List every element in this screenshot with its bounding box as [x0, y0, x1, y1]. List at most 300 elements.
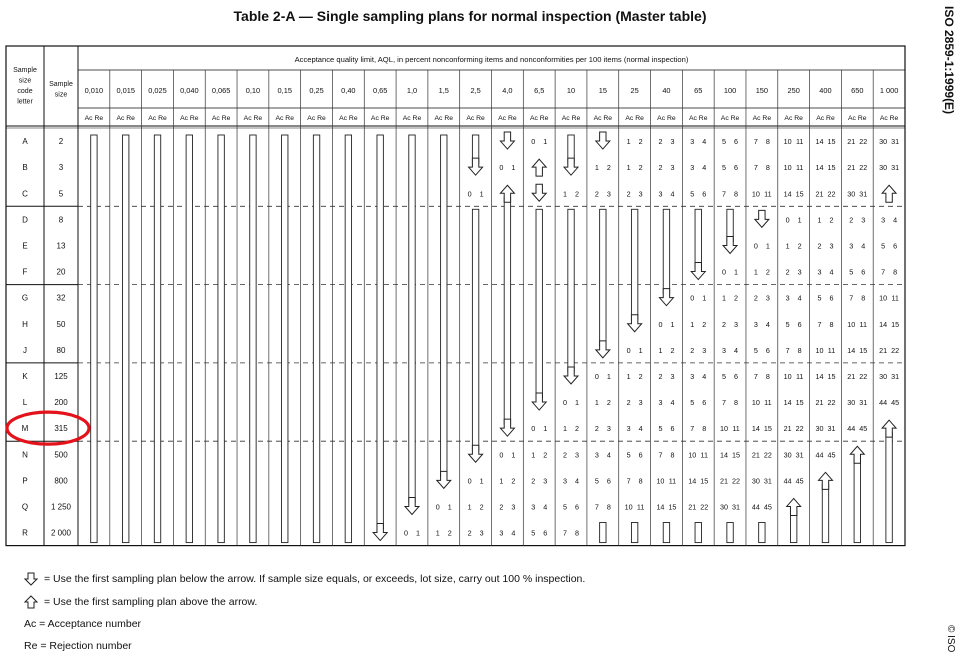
re-value: 1: [447, 502, 452, 512]
ac-value: 1: [563, 189, 568, 199]
arrow-shaft: [504, 197, 510, 424]
re-value: 6: [702, 398, 707, 408]
ac-value: 5: [690, 189, 695, 199]
arrow-up-icon: [818, 472, 832, 489]
arrow-down-icon: [500, 132, 514, 149]
re-value: 45: [827, 450, 836, 460]
ac-value: 7: [563, 528, 568, 538]
re-value: 11: [795, 371, 804, 381]
arrow-down-icon: [373, 524, 387, 541]
re-value: 6: [734, 371, 739, 381]
head-code-letter: code: [17, 88, 33, 95]
ac-value: 0: [722, 267, 727, 277]
re-value: 4: [893, 215, 898, 225]
ac-value: 2: [658, 137, 663, 147]
ac-value: 44: [879, 398, 888, 408]
ac-value: 3: [690, 137, 695, 147]
re-value: 4: [670, 398, 675, 408]
ac-value: 0: [626, 345, 631, 355]
re-value: 2: [829, 215, 834, 225]
ac-value: 7: [849, 293, 854, 303]
sample-size: 2: [58, 137, 64, 147]
sample-size: 200: [54, 398, 68, 408]
aql-value: 1,0: [406, 86, 418, 95]
sample-size: 2 000: [50, 528, 72, 538]
re-value: 22: [732, 476, 741, 486]
sample-size: 3: [58, 163, 64, 173]
code-letter: F: [22, 267, 28, 277]
arrow-shaft: [727, 523, 733, 543]
re-value: 1: [479, 189, 484, 199]
re-value: 1: [479, 476, 484, 486]
re-value: 22: [763, 450, 772, 460]
re-value: 3: [670, 163, 675, 173]
re-value: 6: [797, 319, 802, 329]
ac-re-label: Ac Re: [148, 115, 167, 122]
ac-value: 3: [690, 163, 695, 173]
ac-re-label: Ac Re: [625, 115, 644, 122]
aql-value: 100: [723, 86, 737, 95]
ac-value: 7: [594, 502, 599, 512]
ac-value: 5: [722, 163, 727, 173]
ac-value: 5: [594, 476, 599, 486]
arrow-shaft: [663, 209, 669, 293]
ac-re-label: Ac Re: [180, 115, 199, 122]
re-value: 3: [543, 476, 548, 486]
re-value: 22: [795, 424, 804, 434]
re-value: 2: [447, 528, 452, 538]
arrow-shaft: [822, 484, 828, 542]
arrow-shaft: [663, 523, 669, 543]
re-value: 22: [859, 371, 868, 381]
arrow-down-icon: [437, 471, 451, 488]
arrow-shaft: [759, 523, 765, 543]
ac-re-label: Ac Re: [466, 115, 485, 122]
ac-value: 1: [626, 163, 631, 173]
ac-value: 0: [467, 476, 472, 486]
ac-re-label: Ac Re: [339, 115, 358, 122]
re-value: 2: [638, 137, 643, 147]
ac-value: 10: [815, 345, 824, 355]
arrow-shaft: [600, 209, 606, 346]
ac-value: 14: [656, 502, 665, 512]
ac-value: 14: [879, 319, 888, 329]
aql-value: 4,0: [502, 86, 513, 95]
ac-value: 21: [688, 502, 697, 512]
re-value: 1: [638, 345, 643, 355]
ac-value: 14: [847, 345, 856, 355]
ac-value: 14: [720, 450, 729, 460]
ac-value: 10: [751, 189, 760, 199]
head-code-letter: Sample: [13, 67, 37, 74]
re-value: 8: [702, 424, 707, 434]
ac-value: 2: [626, 398, 631, 408]
ac-value: 2: [626, 189, 631, 199]
ac-value: 2: [817, 241, 822, 251]
aql-value: 15: [598, 86, 607, 95]
head-code-letter: letter: [17, 98, 33, 106]
arrow-shaft: [313, 135, 319, 543]
ac-value: 30: [720, 502, 729, 512]
ac-value: 5: [817, 293, 822, 303]
aql-value: 650: [851, 86, 864, 95]
re-value: 3: [638, 398, 643, 408]
ac-re-label: Ac Re: [879, 115, 899, 122]
ac-value: 1: [817, 215, 822, 225]
ac-value: 1: [626, 137, 631, 147]
ac-value: 3: [563, 476, 568, 486]
ac-value: 10: [624, 502, 633, 512]
re-value: 11: [668, 476, 677, 486]
re-value: 31: [891, 371, 900, 381]
re-value: 11: [827, 345, 836, 355]
ac-value: 30: [815, 424, 824, 434]
ac-re-label: Ac Re: [657, 115, 676, 122]
ac-value: 3: [881, 215, 886, 225]
ac-value: 3: [690, 371, 695, 381]
arrow-up-icon: [24, 595, 38, 609]
arrow-shaft: [282, 135, 288, 543]
code-letter: B: [22, 163, 28, 173]
re-value: 4: [702, 371, 707, 381]
sample-size: 1 250: [50, 502, 72, 512]
ac-value: 7: [690, 424, 695, 434]
ac-value: 7: [753, 371, 758, 381]
sample-size: 20: [56, 267, 66, 277]
ac-value: 0: [531, 424, 536, 434]
re-value: 6: [861, 267, 866, 277]
legend-up-arrow: = Use the first sampling plan above the arrow.: [44, 596, 258, 608]
re-value: 1: [511, 163, 516, 173]
sample-size: 13: [56, 241, 66, 251]
table-title: Table 2-A — Single sampling plans for normal inspection (Master table): [233, 8, 707, 24]
re-value: 8: [765, 163, 770, 173]
re-value: 3: [765, 293, 770, 303]
ac-value: 2: [849, 215, 854, 225]
arrow-down-icon: [405, 497, 419, 514]
aql-value: 1 000: [879, 86, 899, 95]
ac-value: 30: [879, 163, 888, 173]
aql-value: 25: [630, 86, 639, 95]
ac-value: 3: [722, 345, 727, 355]
ac-value: 2: [499, 502, 504, 512]
ac-value: 30: [847, 398, 856, 408]
arrow-shaft: [377, 135, 383, 529]
re-value: 3: [606, 189, 611, 199]
ac-value: 3: [626, 424, 631, 434]
ac-value: 5: [531, 528, 536, 538]
code-letter: G: [21, 293, 29, 303]
arrow-shaft: [631, 523, 637, 543]
re-value: 8: [734, 189, 739, 199]
aql-value: 0,065: [211, 86, 231, 95]
ac-value: 21: [815, 398, 824, 408]
ac-re-label: Ac Re: [243, 115, 263, 122]
re-value: 3: [606, 424, 611, 434]
ac-value: 10: [783, 163, 792, 173]
ac-value: 14: [751, 424, 760, 434]
ac-value: 1: [594, 163, 599, 173]
ac-value: 10: [783, 137, 792, 147]
ac-re-label: Ac Re: [307, 115, 326, 122]
re-value: 31: [859, 189, 868, 199]
re-value: 11: [764, 189, 772, 199]
ac-value: 7: [785, 345, 790, 355]
ac-value: 14: [815, 137, 824, 147]
re-value: 8: [829, 319, 834, 329]
ac-value: 0: [435, 502, 440, 512]
re-value: 1: [797, 215, 802, 225]
re-value: 4: [797, 293, 802, 303]
ac-re-label: Ac Re: [116, 115, 135, 122]
arrow-down-icon: [532, 184, 546, 201]
re-value: 22: [700, 502, 709, 512]
re-value: 1: [606, 371, 611, 381]
legend-ac: Ac = Acceptance number: [24, 618, 142, 630]
re-value: 6: [734, 137, 739, 147]
ac-value: 5: [881, 241, 886, 251]
ac-re-label: Ac Re: [275, 115, 295, 122]
re-value: 2: [670, 345, 675, 355]
re-value: 8: [670, 450, 675, 460]
copyright-label: © ISO: [945, 625, 956, 653]
arrow-shaft: [91, 135, 97, 543]
arrow-down-icon: [469, 445, 483, 462]
code-letter: E: [22, 241, 28, 251]
ac-value: 7: [753, 163, 758, 173]
aql-value: 1,5: [438, 86, 449, 95]
arrow-down-icon: [24, 572, 38, 586]
re-value: 4: [670, 189, 675, 199]
re-value: 6: [606, 476, 611, 486]
aql-value: 2,5: [470, 86, 481, 95]
arrow-shaft: [568, 209, 574, 372]
ac-value: 21: [815, 189, 824, 199]
ac-re-label: Ac Re: [816, 115, 835, 122]
arrow-up-icon: [532, 159, 546, 176]
ac-value: 14: [815, 163, 824, 173]
code-letter: P: [22, 476, 28, 486]
re-value: 15: [763, 424, 772, 434]
ac-value: 0: [499, 450, 504, 460]
code-letter: C: [22, 189, 28, 199]
aql-value: 6,5: [534, 86, 545, 95]
re-value: 6: [829, 293, 834, 303]
code-letter: M: [21, 424, 29, 434]
sample-size: 80: [56, 345, 66, 355]
re-value: 6: [734, 163, 739, 173]
ac-re-label: Ac Re: [593, 115, 613, 122]
arrow-down-icon: [723, 236, 737, 253]
re-value: 2: [638, 371, 643, 381]
arrow-shaft: [695, 523, 701, 543]
aql-value: 0,040: [180, 86, 199, 95]
aql-value: 0,25: [309, 86, 324, 95]
re-value: 45: [859, 424, 868, 434]
re-value: 15: [827, 137, 836, 147]
aql-value: 400: [819, 86, 832, 95]
re-value: 3: [638, 189, 643, 199]
aql-value: 0,015: [116, 86, 135, 95]
code-letter: Q: [21, 502, 29, 512]
arrow-down-icon: [532, 393, 546, 410]
re-value: 22: [827, 189, 836, 199]
re-value: 2: [638, 163, 643, 173]
ac-value: 0: [531, 137, 536, 147]
ac-value: 5: [722, 137, 727, 147]
re-value: 15: [891, 319, 900, 329]
ac-value: 21: [847, 137, 856, 147]
ac-value: 3: [817, 267, 822, 277]
ac-value: 21: [847, 163, 856, 173]
re-value: 6: [638, 450, 643, 460]
ac-value: 2: [690, 345, 695, 355]
aql-value: 0,65: [372, 86, 388, 95]
aql-value: 40: [662, 86, 671, 95]
re-value: 4: [606, 450, 611, 460]
code-letter: K: [22, 371, 28, 381]
ac-value: 1: [658, 345, 663, 355]
arrow-up-icon: [850, 446, 864, 463]
re-value: 4: [861, 241, 866, 251]
re-value: 4: [511, 528, 516, 538]
re-value: 3: [797, 267, 802, 277]
re-value: 11: [859, 319, 868, 329]
arrow-down-icon: [691, 263, 705, 280]
ac-value: 21: [879, 345, 888, 355]
ac-re-label: Ac Re: [434, 115, 454, 122]
arrow-shaft: [472, 209, 478, 450]
arrow-shaft: [886, 432, 892, 542]
re-value: 31: [891, 137, 900, 147]
ac-value: 10: [688, 450, 697, 460]
arrow-shaft: [345, 135, 351, 543]
arrow-shaft: [154, 135, 160, 543]
re-value: 15: [732, 450, 741, 460]
re-value: 8: [606, 502, 611, 512]
re-value: 45: [891, 398, 900, 408]
re-value: 4: [575, 476, 580, 486]
ac-value: 44: [815, 450, 824, 460]
re-value: 8: [765, 137, 770, 147]
code-letter: H: [22, 319, 28, 329]
re-value: 2: [543, 450, 548, 460]
ac-value: 5: [785, 319, 790, 329]
ac-value: 3: [785, 293, 790, 303]
ac-value: 1: [594, 398, 599, 408]
ac-value: 2: [658, 371, 663, 381]
ac-value: 30: [879, 371, 888, 381]
re-value: 15: [795, 398, 804, 408]
code-letter: L: [22, 398, 28, 408]
re-value: 1: [511, 450, 516, 460]
re-value: 3: [670, 371, 675, 381]
arrow-shaft: [695, 209, 701, 267]
ac-value: 3: [849, 241, 854, 251]
ac-value: 5: [722, 371, 727, 381]
arrow-down-icon: [659, 289, 673, 306]
re-value: 1: [702, 293, 707, 303]
arrow-shaft: [600, 523, 606, 543]
re-value: 15: [795, 189, 804, 199]
ac-value: 10: [656, 476, 665, 486]
ac-value: 21: [847, 371, 856, 381]
ac-re-label: Ac Re: [84, 115, 104, 122]
re-value: 11: [795, 163, 804, 173]
re-value: 31: [732, 502, 741, 512]
arrow-down-icon: [564, 158, 578, 175]
re-value: 3: [511, 502, 516, 512]
ac-value: 0: [563, 398, 568, 408]
re-value: 2: [702, 319, 707, 329]
aql-value: 150: [755, 86, 769, 95]
ac-value: 7: [753, 137, 758, 147]
re-value: 1: [415, 528, 420, 538]
sample-size: 5: [58, 189, 64, 199]
re-value: 6: [893, 241, 898, 251]
re-value: 22: [827, 398, 836, 408]
arrow-down-icon: [755, 210, 769, 227]
re-value: 15: [827, 163, 836, 173]
sample-size: 125: [54, 371, 68, 381]
ac-value: 2: [563, 450, 568, 460]
re-value: 31: [795, 450, 804, 460]
ac-value: 21: [751, 450, 760, 460]
re-value: 4: [734, 345, 739, 355]
ac-re-label: Ac Re: [561, 115, 581, 122]
arrow-shaft: [441, 135, 447, 476]
re-value: 31: [763, 476, 772, 486]
re-value: 2: [511, 476, 516, 486]
ac-value: 2: [531, 476, 536, 486]
arrow-shaft: [854, 458, 860, 542]
sample-size: 50: [56, 319, 66, 329]
re-value: 8: [638, 476, 643, 486]
re-value: 3: [861, 215, 866, 225]
head-sample-size: size: [54, 91, 68, 99]
ac-value: 44: [783, 476, 792, 486]
ac-value: 5: [658, 424, 663, 434]
ac-value: 14: [815, 371, 824, 381]
ac-value: 10: [783, 371, 792, 381]
re-value: 8: [861, 293, 866, 303]
ac-value: 3: [753, 319, 758, 329]
ac-value: 7: [658, 450, 663, 460]
code-letter: J: [23, 345, 27, 355]
re-value: 4: [543, 502, 548, 512]
re-value: 3: [702, 345, 707, 355]
ac-value: 0: [467, 189, 472, 199]
ac-value: 1: [785, 241, 790, 251]
arrow-down-icon: [564, 367, 578, 384]
ac-value: 14: [783, 189, 792, 199]
arrow-up-icon: [882, 185, 896, 202]
aql-value: 0,025: [148, 86, 167, 95]
re-value: 3: [575, 450, 580, 460]
sample-size: 500: [54, 450, 68, 460]
re-value: 15: [859, 345, 868, 355]
re-value: 8: [575, 528, 580, 538]
sample-size: 32: [56, 293, 66, 303]
re-value: 6: [702, 189, 707, 199]
ac-value: 7: [817, 319, 822, 329]
aql-value: 0,40: [341, 86, 356, 95]
re-value: 1: [543, 424, 548, 434]
re-value: 15: [827, 371, 836, 381]
re-value: 22: [891, 345, 900, 355]
arrow-up-icon: [882, 420, 896, 437]
ac-value: 30: [847, 189, 856, 199]
